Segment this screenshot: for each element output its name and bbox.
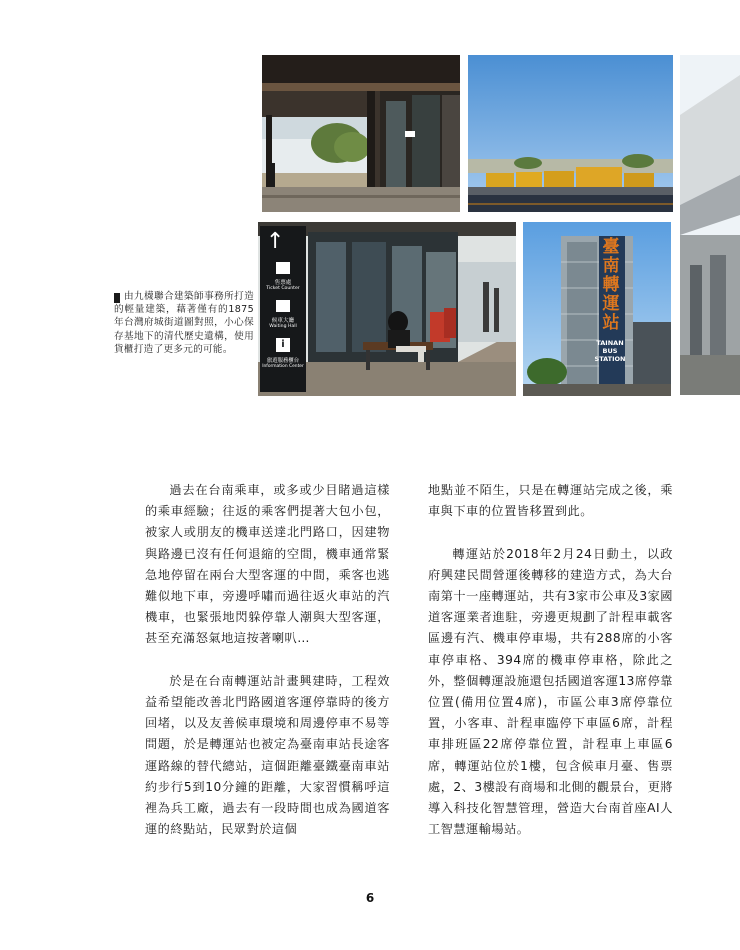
article-left-column (145, 480, 390, 840)
info-icon: i (276, 338, 290, 352)
article-right-column (428, 480, 673, 840)
sign-info-center-zh: 旅遊服務櫃台 (266, 358, 300, 364)
caption-text: 由九櫗聯合建築師事務所打造的輕量建築，藉著僅有的1875年台灣府城街道圖對照，小心保存基地下的清代歷史遺構，使用貨櫃打造了更多元的可能。 (114, 291, 254, 355)
sign-waiting-hall-en: Waiting Hall (269, 324, 297, 329)
sign-ticket-counter-en: Ticket Counter (266, 286, 300, 291)
sign-ticket-counter-zh: 售票處 (274, 280, 292, 286)
tower-name-en-line-1: TAINAN (596, 339, 624, 347)
paragraph: 過去在台南乘車，或多或少目睹過這樣的乘車經驗；往返的乘客們提著大包小包，被家人或朋友的機車送達北門路口，因建物與路邊已沒有任何退縮的空間，機車通常緊急地停留在兩台大型客運的中間，乘客也逃難似地下車，旁邊呼嘯而過往返火車站的汽機車，也緊張地閃躲停靠人潮與大型客運，甚至充滿怒氣地這按著喇叭… (145, 483, 390, 646)
arrow-up-icon: ↑ (266, 229, 285, 254)
tower-name-en-line-2: BUS (602, 347, 618, 355)
signboard (260, 226, 306, 392)
photo-yellow-containers (468, 55, 673, 212)
tower-name-zh: 臺南轉運站 (602, 237, 620, 333)
photo-station-interior (262, 55, 460, 212)
photo-caption (114, 290, 254, 356)
paragraph: 於是在台南轉運站計畫興建時，工程效益希望能改善北門路國道客運停靠時的後方回堵，以及友善候車環境和周邊停車不易等問題，於是轉運站也被定為臺南車站長途客運路線的替代總站，這個距離臺鐵臺南車站約步行5到10分鐘的距離，大家習慣稱呼這裡為兵工廠，過去有一段時間也成為國道客運的終點站，民眾對於這個 (145, 673, 390, 837)
photo-building-edge (680, 55, 740, 395)
sign-info-center-en: Information Center (262, 364, 304, 369)
ticket-counter-icon (276, 262, 290, 274)
page-number: 6 (365, 891, 375, 905)
paragraph: 地點並不陌生，只是在轉運站完成之後，乘車與下車的位置皆移置到此。 (428, 483, 673, 519)
photo-station-tower (523, 222, 671, 396)
paragraph: 轉運站於2018年2月24日動土，以政府興建民間營運後轉移的建造方式，為大台南第十一座轉運站，共有3家市公車及3家國道客運業者進駐，旁邊更規劃了計程車載客區邊有汽、機車停車場，共有288席的小客車停車格、394席的機車停車格，除此之外，整個轉運設施還包括國道客運13席停靠位置(備用位置4席)，市區公車3席停靠位置，小客車、計程車臨停下車區6席，計程車排班區22席停靠位置，計程車上車區6席，轉運站位於1樓，包含候車月臺、售票處，2、3樓設有商場和北側的觀景台，更將導入科技化智慧管理，營造大台南首座AI人工智慧運輸場站。 (428, 546, 673, 837)
sign-waiting-hall-zh: 候車大廳 (271, 318, 295, 324)
tower-name-en (594, 339, 626, 363)
tower-name-en-line-3: STATION (594, 355, 626, 363)
waiting-hall-icon (276, 300, 290, 312)
